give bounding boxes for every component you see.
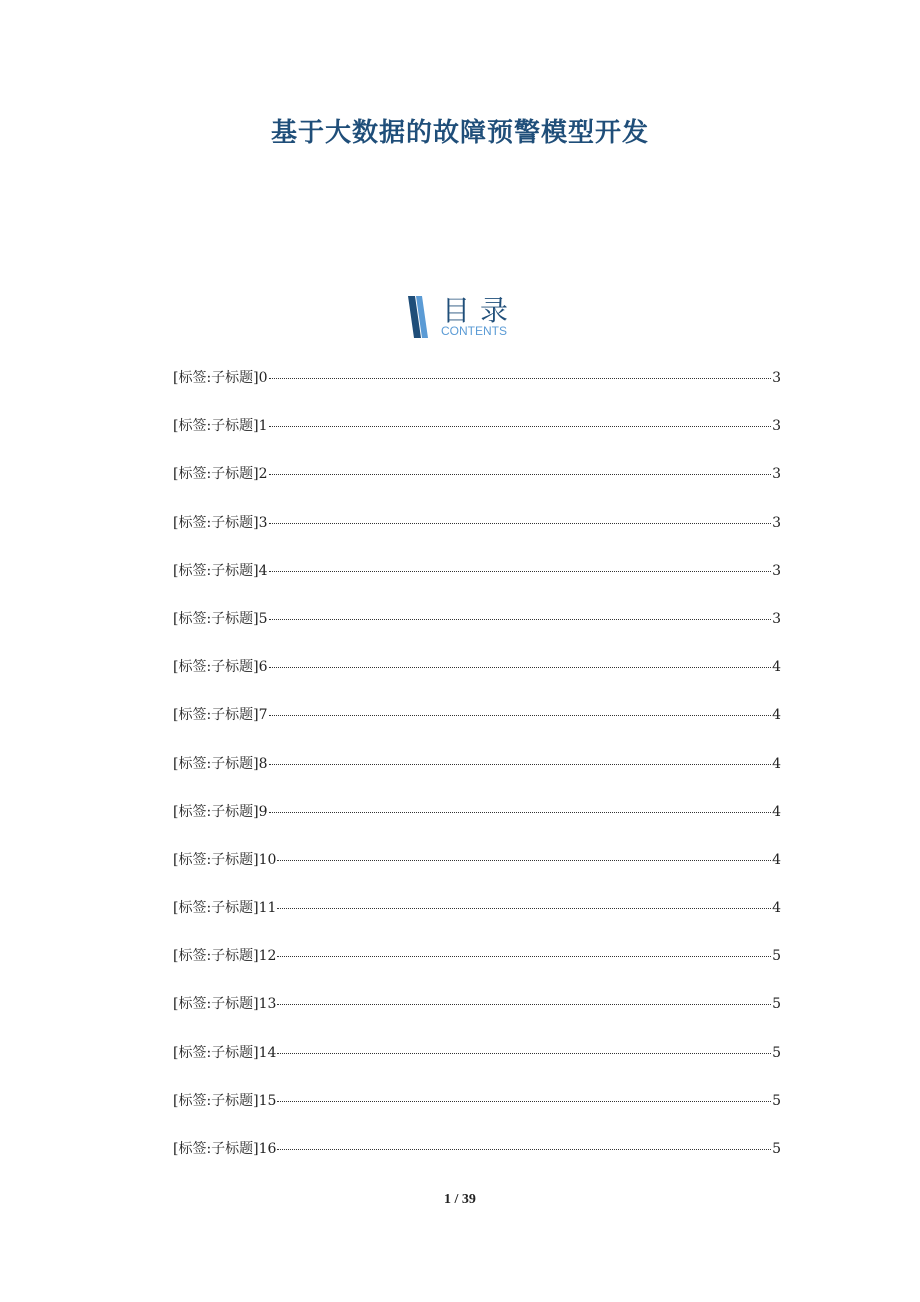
toc-entry[interactable] [173, 705, 781, 753]
toc-entry-label: [标签:子标题]14 [173, 1044, 277, 1061]
toc-entry[interactable] [173, 754, 781, 802]
toc-header [406, 292, 526, 340]
toc-dot-leader [277, 859, 771, 861]
toc-entry[interactable] [173, 464, 781, 512]
toc-entry-label: [标签:子标题]9 [173, 803, 268, 820]
toc-entry-page: 4 [772, 659, 781, 676]
toc-entry[interactable] [173, 850, 781, 898]
toc-entry-page: 5 [772, 1141, 781, 1157]
toc-entry-label: [标签:子标题]3 [173, 514, 268, 531]
document-title: 基于大数据的故障预警模型开发 [270, 118, 649, 148]
toc-entry[interactable] [173, 561, 781, 609]
toc-entry-page: 4 [772, 707, 781, 724]
toc-entry[interactable] [173, 802, 781, 850]
toc-entry-label: [标签:子标题]11 [173, 900, 277, 917]
toc-dot-leader [269, 377, 772, 379]
toc-entry[interactable] [173, 898, 781, 946]
toc-entry-label: [标签:子标题]6 [173, 659, 268, 676]
toc-dot-leader [269, 666, 772, 668]
toc-entry-label: [标签:子标题]13 [173, 996, 277, 1013]
toc-entry-label: [标签:子标题]2 [173, 466, 268, 483]
toc-dot-leader [277, 1148, 771, 1150]
toc-dot-leader [277, 1003, 771, 1005]
toc-entry[interactable] [173, 416, 781, 464]
toc-entry[interactable] [173, 657, 781, 705]
toc-entry-label: [标签:子标题]15 [173, 1092, 277, 1109]
toc-dot-leader [277, 1052, 771, 1054]
toc-entry-label: [标签:子标题]16 [173, 1141, 277, 1157]
toc-entry-label: [标签:子标题]7 [173, 707, 268, 724]
toc-dot-leader [277, 1100, 771, 1102]
toc-heading: 目录 [442, 294, 519, 327]
toc-dot-leader [277, 907, 771, 909]
toc-entry-page: 3 [772, 418, 781, 435]
toc-dot-leader [269, 425, 772, 427]
toc-entry[interactable] [173, 513, 781, 561]
toc-entry-page: 3 [772, 466, 781, 483]
toc-dot-leader [277, 955, 771, 957]
toc-dot-leader [269, 570, 772, 572]
toc-entry[interactable] [173, 946, 781, 994]
toc-entry[interactable] [173, 609, 781, 657]
toc-entry-label: [标签:子标题]1 [173, 418, 268, 435]
toc-entry-page: 5 [772, 948, 781, 965]
toc-subheading: CONTENTS [441, 324, 507, 338]
toc-entry-page: 3 [772, 514, 781, 531]
toc-entry-page: 4 [772, 803, 781, 820]
toc-entry[interactable] [173, 368, 781, 416]
toc-entry-page: 3 [772, 370, 781, 386]
toc-list [173, 368, 781, 1187]
toc-entry[interactable] [173, 994, 781, 1042]
toc-entry-page: 5 [772, 1044, 781, 1061]
toc-dot-leader [269, 811, 772, 813]
toc-entry-label: [标签:子标题]0 [173, 370, 268, 386]
toc-entry-page: 5 [772, 996, 781, 1013]
toc-entry-label: [标签:子标题]12 [173, 948, 277, 965]
toc-entry-page: 5 [772, 1092, 781, 1109]
toc-entry-page: 3 [772, 562, 781, 579]
toc-entry-label: [标签:子标题]4 [173, 562, 268, 579]
toc-entry[interactable] [173, 1139, 781, 1187]
toc-dot-leader [269, 522, 772, 524]
toc-entry-label: [标签:子标题]5 [173, 610, 268, 627]
toc-entry-page: 3 [772, 610, 781, 627]
toc-dot-leader [269, 763, 772, 765]
toc-entry-page: 4 [772, 755, 781, 772]
toc-dot-leader [269, 618, 772, 620]
page-indicator: 1 / 39 [444, 1192, 476, 1207]
toc-entry-page: 4 [772, 851, 781, 868]
toc-dot-leader [269, 714, 772, 716]
toc-entry-label: [标签:子标题]10 [173, 851, 277, 868]
toc-logo-icon [406, 296, 430, 338]
toc-entry-label: [标签:子标题]8 [173, 755, 268, 772]
toc-entry[interactable] [173, 1091, 781, 1139]
toc-entry[interactable] [173, 1043, 781, 1091]
toc-entry-page: 4 [772, 900, 781, 917]
toc-dot-leader [269, 473, 772, 475]
